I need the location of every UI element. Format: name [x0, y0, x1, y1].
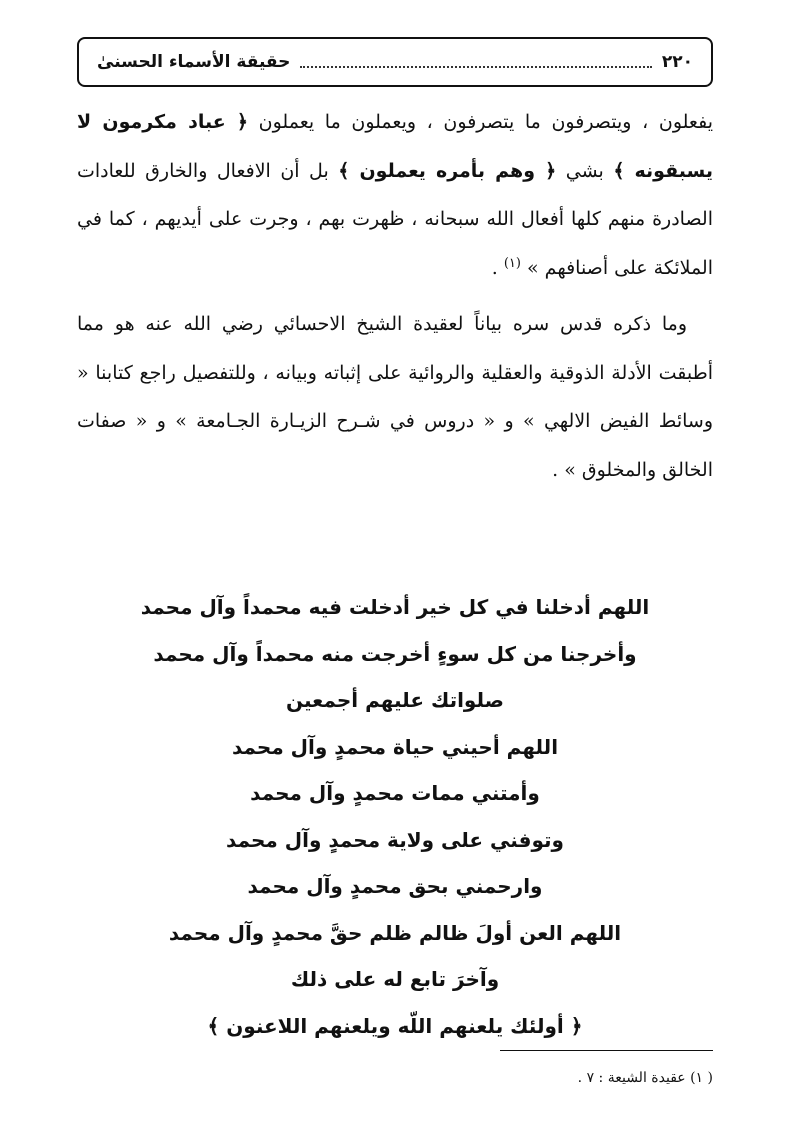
page-number: ٢٢٠	[661, 52, 693, 72]
paragraph-1-text-d: .	[491, 256, 504, 279]
footnote-divider	[500, 1050, 713, 1051]
prayer-line: اللهم العن أولَ ظالم ظلم حقَّ محمدٍ وآل محمد	[168, 920, 622, 945]
prayer-line: وأمتني ممات محمدٍ وآل محمد	[250, 781, 540, 805]
prayer-line: اللهم أحيني حياة محمدٍ وآل محمد	[231, 734, 559, 759]
page-header	[77, 37, 713, 87]
prayer-line: وأخرجنا من كل سوءٍ أخرجت منه محمداً وآل محمد	[153, 641, 637, 666]
quran-quote-2: ﴿ وهم بأمره يعملون ﴾	[338, 159, 557, 182]
paragraph-1-text-a: يفعلون ، ويتصرفون ما يتصرفون ، ويعملون ما يعملون	[248, 111, 713, 133]
prayer-line: وارحمني بحق محمدٍ وآل محمد	[247, 874, 543, 898]
paragraph-2: وما ذكره قدس سره بياناً لعقيدة الشيخ الاحسائي رضي الله عنه هو مما أطبقت الأدلة الذوقية والعقلية والروائية على إثباته وبيانه ، وللتفصيل راجع كتابنا « وسائط الفيض الالهي » و « دروس في شـرح الزيـارة الجـامعة » و « صفات الخالق والمخلوق » .	[77, 313, 713, 481]
paragraph-1-text-c: بل أن الافعال والخارق للعادات الصادرة منهم كلها أفعال الله سبحانه ، ظهرت بهم ، وجرت على أيديهم ، كما في الملائكة على أصنافهم »	[77, 159, 713, 279]
body-text	[77, 98, 713, 494]
footnote-reference: (١)	[503, 255, 521, 271]
running-title: حقيقة الأسماء الحسنىٰ	[97, 52, 291, 72]
quran-quote-1: ﴿ عباد مكرمون لا يسبقونه ﴾	[77, 111, 713, 182]
prayer-line: صلواتك عليهم أجمعين	[286, 688, 504, 712]
header-dotted-leader	[300, 66, 651, 68]
footnote: ( ١) عقيدة الشيعة : ٧ .	[577, 1070, 713, 1086]
paragraph-1	[77, 98, 713, 292]
prayer-block	[77, 584, 713, 1049]
prayer-line: وتوفني على ولاية محمدٍ وآل محمد	[226, 827, 564, 852]
prayer-line: وآخرَ تابع له على ذلك	[290, 967, 500, 991]
prayer-line: اللهم أدخلنا في كل خير أدخلت فيه محمداً وآل محمد	[140, 595, 650, 619]
paragraph-1-text-b: بشي	[556, 159, 614, 182]
prayer-line: ﴿ أولئك يلعنهم اللّه ويلعنهم اللاعنون ﴾	[207, 1013, 583, 1038]
